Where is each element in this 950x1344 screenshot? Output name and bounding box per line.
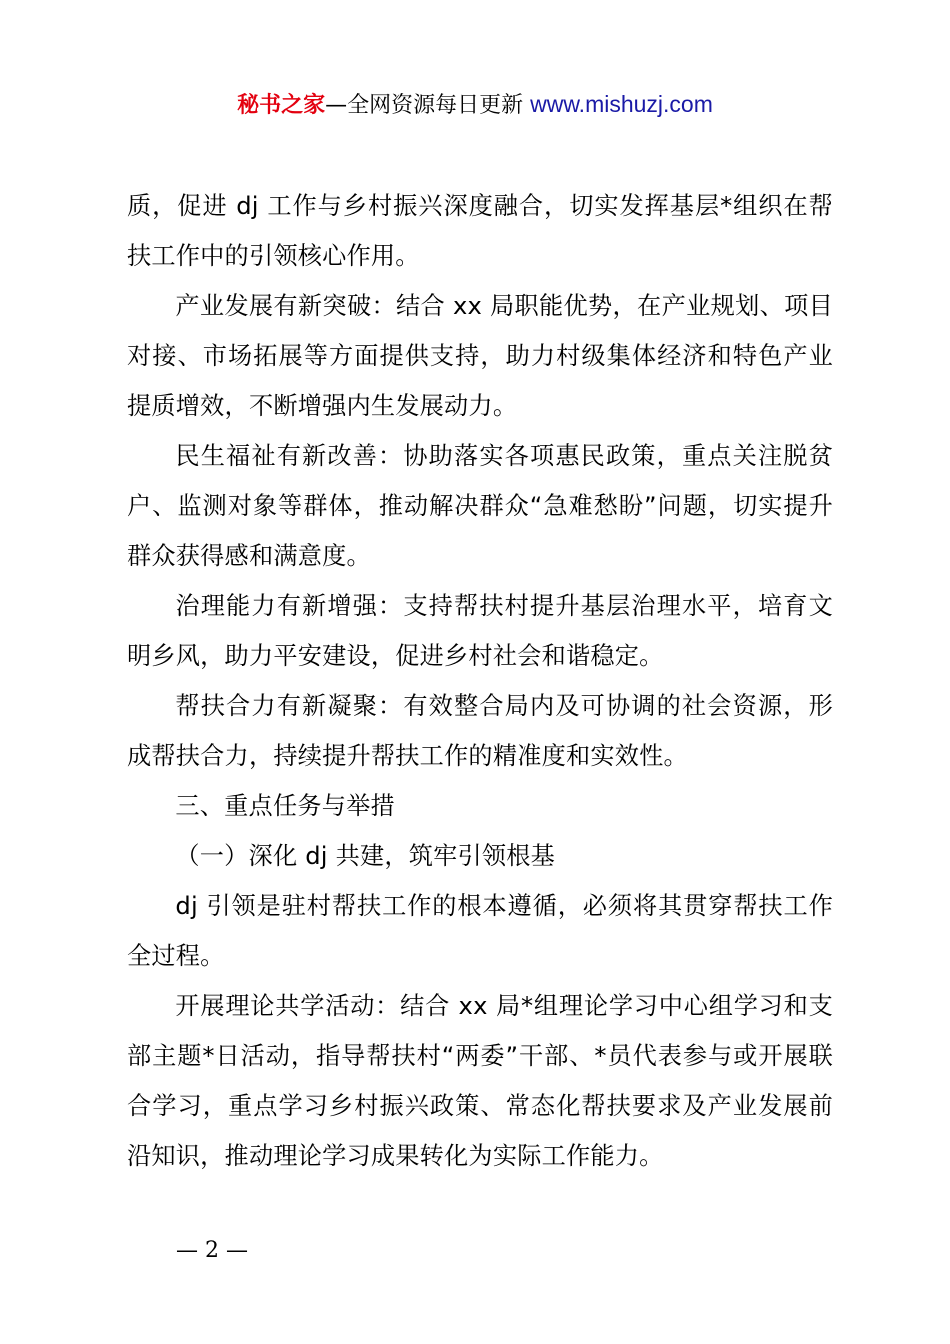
paragraph-governance: 治理能力有新增强：支持帮扶村提升基层治理水平，培育文明乡风，助力平安建设，促进乡村社会和谐稳定。 — [127, 592, 833, 670]
brand-name: 秘书之家 — [237, 93, 326, 118]
paragraph-livelihood: 民生福祉有新改善：协助落实各项惠民政策，重点关注脱贫户、监测对象等群体，推动解决群众“急难愁盼”问题，切实提升群众获得感和满意度。 — [127, 442, 833, 570]
page-header — [0, 88, 950, 122]
site-url-link[interactable]: www.mishuzj.com — [530, 91, 713, 117]
paragraph-guidance: dj 引领是驻村帮扶工作的根本遵循，必须将其贯穿帮扶工作全过程。 — [127, 892, 833, 970]
header-tagline: —全网资源每日更新 — [325, 93, 524, 118]
document-body — [127, 181, 833, 1181]
paragraph-continuation: 质，促进 dj 工作与乡村振兴深度融合，切实发挥基层*组织在帮扶工作中的引领核心作用。 — [127, 192, 833, 270]
subsection-heading: （一）深化 dj 共建，筑牢引领根基 — [175, 842, 556, 870]
paragraph-industry: 产业发展有新突破：结合 xx 局职能优势，在产业规划、项目对接、市场拓展等方面提供支持，助力村级集体经济和特色产业提质增效，不断增强内生发展动力。 — [127, 292, 833, 420]
paragraph-theory-study: 开展理论共学活动：结合 xx 局*组理论学习中心组学习和支部主题*日活动，指导帮扶村“两委”干部、*员代表参与或开展联合学习，重点学习乡村振兴政策、常态化帮扶要求及产业发展前沿知识，推动理论学习成果转化为实际工作能力。 — [127, 992, 833, 1170]
section-heading: 三、重点任务与举措 — [175, 792, 395, 820]
paragraph-synergy: 帮扶合力有新凝聚：有效整合局内及可协调的社会资源，形成帮扶合力，持续提升帮扶工作的精准度和实效性。 — [127, 692, 833, 770]
page-number: — 2 — — [176, 1238, 248, 1263]
